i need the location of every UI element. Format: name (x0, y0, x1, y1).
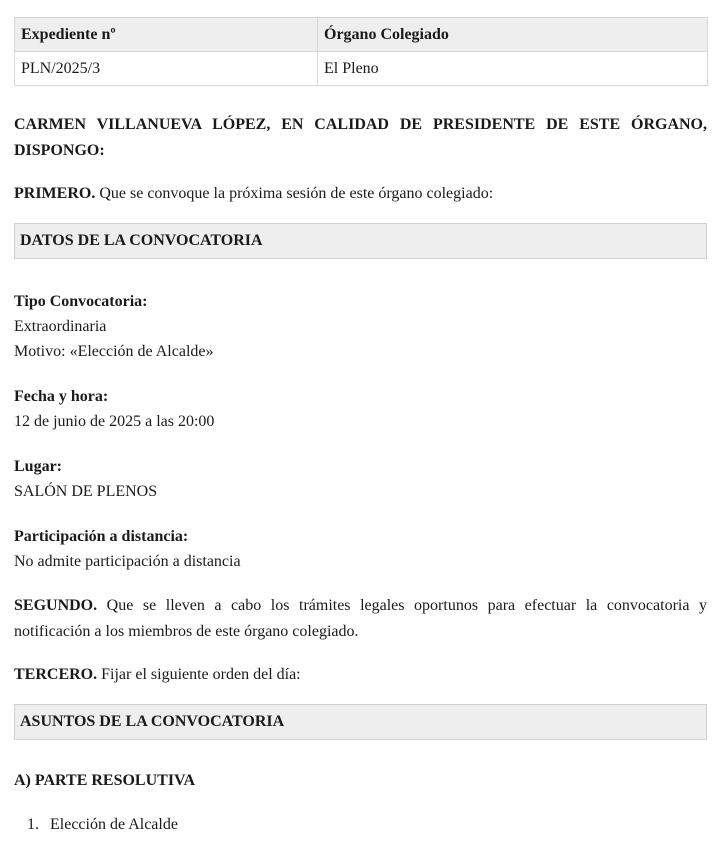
expediente-header: Expediente nº (15, 18, 318, 52)
tercero-text: Fijar el siguiente orden del día: (97, 666, 301, 683)
expediente-table (14, 17, 708, 86)
motivo-value: Motivo: «Elección de Alcalde» (14, 343, 214, 360)
expediente-value: PLN/2025/3 (15, 52, 318, 86)
asuntos-section-title: ASUNTOS DE LA CONVOCATORIA (14, 704, 707, 740)
lugar-value: SALÓN DE PLENOS (14, 483, 158, 500)
tipo-value: Extraordinaria (14, 318, 107, 335)
tercero-paragraph (14, 662, 707, 688)
fecha-label: Fecha y hora: (14, 388, 109, 405)
fecha-block (14, 384, 707, 434)
expediente-table-value-row (15, 52, 708, 86)
tercero-label: TERCERO. (14, 666, 98, 683)
primero-label: PRIMERO. (14, 185, 96, 202)
segundo-label: SEGUNDO. (14, 597, 98, 614)
orden-del-dia-list (14, 812, 707, 838)
intro-statement: CARMEN VILLANUEVA LÓPEZ, EN CALIDAD DE PRESIDENTE DE ESTE ÓRGANO, DISPONGO: (14, 116, 707, 159)
parte-resolutiva-heading: A) PARTE RESOLUTIVA (14, 772, 196, 789)
organo-value: El Pleno (318, 52, 708, 86)
list-item-text: Elección de Alcalde (50, 816, 178, 833)
tipo-block (14, 289, 707, 364)
lugar-label: Lugar: (14, 458, 62, 475)
primero-paragraph (14, 181, 707, 207)
participacion-label: Participación a distancia: (14, 528, 189, 545)
list-item (14, 812, 707, 838)
participacion-value: No admite participación a distancia (14, 553, 241, 570)
document-body (14, 17, 707, 838)
primero-text: Que se convoque la próxima sesión de este órgano colegiado: (95, 185, 494, 202)
lugar-block (14, 454, 707, 504)
tipo-label: Tipo Convocatoria: (14, 293, 148, 310)
segundo-paragraph (14, 593, 707, 645)
list-item-number: 1. (27, 816, 39, 833)
datos-section-title: DATOS DE LA CONVOCATORIA (14, 223, 707, 259)
expediente-table-header-row (15, 18, 708, 52)
segundo-text: Que se lleven a cabo los trámites legales oportunos para efectuar la convocatoria y notificación a los miembros de este órgano colegiado. (14, 597, 707, 640)
participacion-block (14, 524, 707, 574)
fecha-value: 12 de junio de 2025 a las 20:00 (14, 413, 215, 430)
organo-header: Órgano Colegiado (318, 18, 708, 52)
